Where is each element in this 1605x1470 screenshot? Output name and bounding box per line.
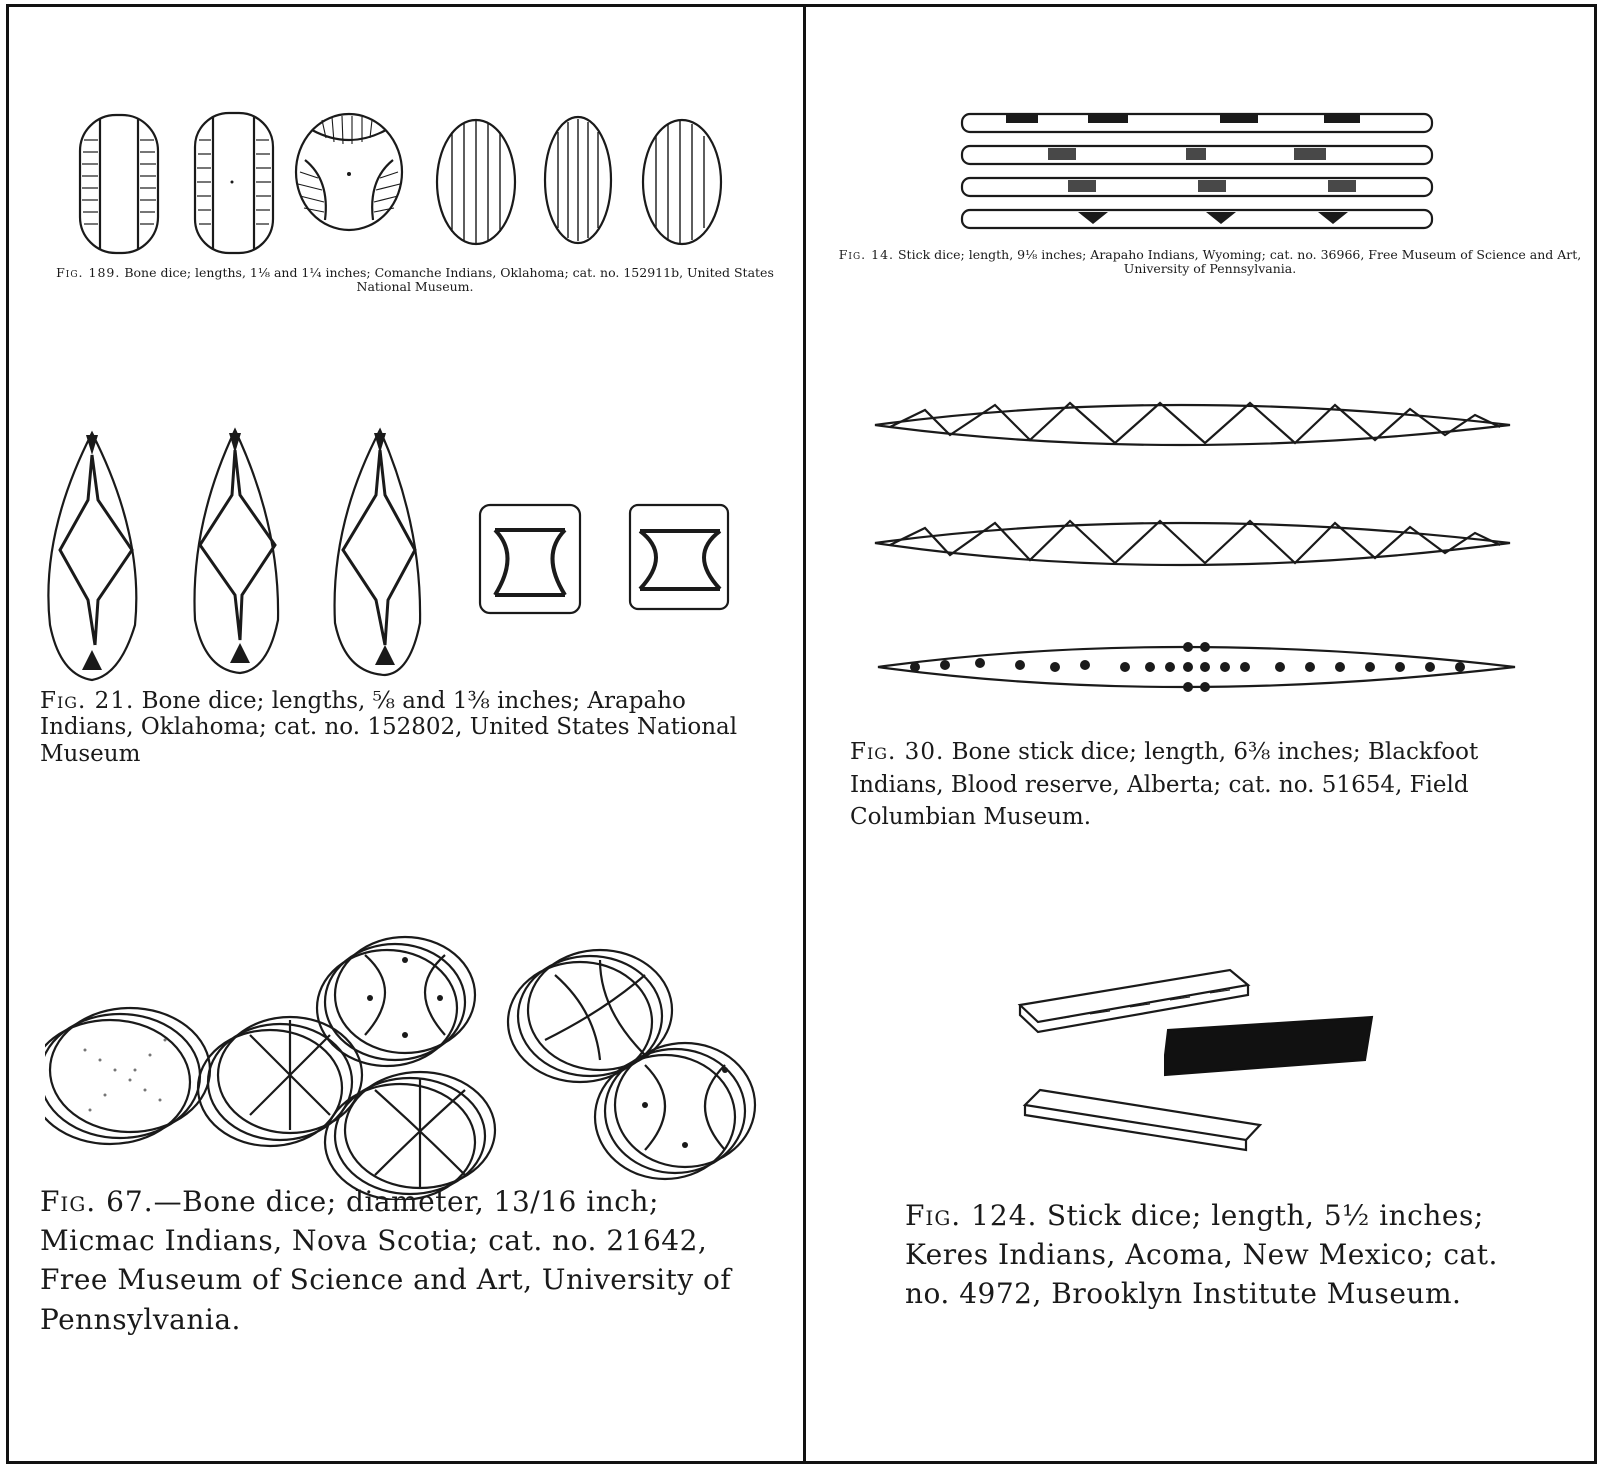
fig-14-label: Fig. 14. (838, 247, 894, 262)
fig-21-text: Bone dice; lengths, ⅝ and 1⅜ inches; Arapaho Indians, Oklahoma; cat. no. 152802, United States National Museum (40, 688, 738, 767)
fig-14-text: Stick dice; length, 9⅛ inches; Arapaho Indians, Wyoming; cat. no. 36966, Free Museum of Science and Art, University of Pennsylvania. (897, 247, 1582, 277)
fig-30-text: Bone stick dice; length, 6⅜ inches; Blackfoot Indians, Blood reserve, Alberta; cat. no. 51654, Field Columbian Museum. (850, 739, 1479, 831)
fig-14-illustration (958, 108, 1438, 238)
fig-124-caption (905, 1196, 1515, 1314)
fig-67-illustration (45, 930, 765, 1200)
fig-30-illustration (870, 395, 1520, 715)
fig-189-caption (45, 266, 785, 295)
fig-189-illustration (60, 110, 760, 260)
fig-189-text: Bone dice; lengths, 1⅛ and 1¼ inches; Comanche Indians, Oklahoma; cat. no. 152911b, United States National Museum. (124, 265, 774, 295)
fig-67-caption (40, 1182, 770, 1339)
fig-21-caption (40, 688, 770, 767)
fig-30-caption (850, 736, 1550, 834)
fig-189-label: Fig. 189. (56, 265, 121, 280)
fig-67-text: —Bone dice; diameter, 13/16 inch; Micmac Indians, Nova Scotia; cat. no. 21642, Free Museum of Science and Art, University of Pennsylvania. (40, 1185, 732, 1336)
fig-21-illustration (40, 425, 760, 685)
fig-30-label: Fig. 30. (850, 739, 945, 765)
fig-124-label: Fig. 124. (905, 1199, 1038, 1232)
fig-124-illustration (1010, 960, 1390, 1180)
fig-67-label: Fig. 67. (40, 1185, 154, 1218)
fig-14-caption (830, 248, 1590, 277)
fig-124-text: Stick dice; length, 5½ inches; Keres Indians, Acoma, New Mexico; cat. no. 4972, Brooklyn Institute Museum. (905, 1199, 1498, 1311)
fig-21-label: Fig. 21. (40, 688, 135, 714)
column-divider (803, 4, 806, 1464)
